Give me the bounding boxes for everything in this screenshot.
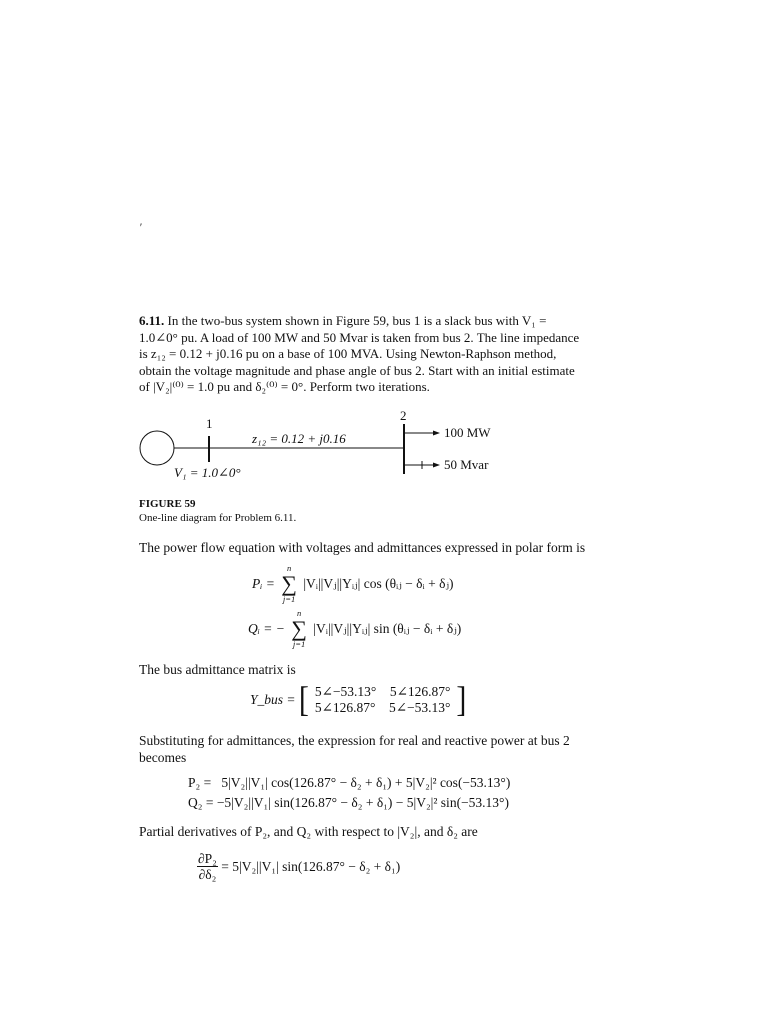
derivative-rhs: = 5|V₂||V₁| sin(126.87° − δ₂ + δ₁) <box>221 858 401 874</box>
paragraph-partial-derivatives: Partial derivatives of P₂, and Q₂ with respect to |V₂|, and δ₂ are <box>139 824 478 839</box>
equation-dp2-ddelta2 <box>197 851 400 882</box>
paragraph-admittance-matrix: The bus admittance matrix is <box>139 662 296 677</box>
equation-q2: Q₂ = −5|V₂||V₁| sin(126.87° − δ₂ + δ₁) − 5|V₂|² sin(−53.13°) <box>188 795 509 810</box>
problem-line-4: obtain the voltage magnitude and phase angle of bus 2. Start with an initial estimate <box>139 362 575 378</box>
derivative-numerator: ∂P₂ <box>198 851 217 866</box>
problem-line-1: In the two-bus system shown in Figure 59, bus 1 is a slack bus with V₁ = <box>167 313 547 328</box>
sum-upper-limit: n <box>296 608 302 618</box>
problem-line-2: 1.0∠0° pu. A load of 100 MW and 50 Mvar is taken from bus 2. The line impedance <box>139 329 580 345</box>
paragraph-polar-form: The power flow equation with voltages and admittances expressed in polar form is <box>139 540 586 555</box>
problem-line-5: of |V₂|⁽⁰⁾ = 1.0 pu and δ₂⁽⁰⁾ = 0°. Perform two iterations. <box>139 379 430 394</box>
figure-caption: One-line diagram for Problem 6.11. <box>139 512 297 524</box>
derivative-denominator: ∂δ₂ <box>198 867 217 882</box>
equation-p-lhs: Pᵢ = <box>252 575 275 591</box>
sum-lower-limit: j=1 <box>292 638 306 649</box>
problem-statement <box>139 313 601 396</box>
equation-p2: P₂ = 5|V₂||V₁| cos(126.87° − δ₂ + δ₁) + 5|V₂|² cos(−53.13°) <box>188 775 511 790</box>
equation-p <box>252 564 454 603</box>
load-p-label: 100 MW <box>444 425 491 440</box>
bus-1-label: 1 <box>206 416 213 431</box>
ybus-lhs: Y_bus = <box>250 692 296 707</box>
equation-p-sum: n ∑ j=1 <box>281 563 297 604</box>
load-q-label: 50 Mvar <box>444 457 489 472</box>
paragraph-substituting: Substituting for admittances, the expression for real and reactive power at bus 2 becomes <box>139 733 570 765</box>
equation-p-rhs: |Vᵢ||Vⱼ||Yᵢⱼ| cos (θᵢⱼ − δᵢ + δⱼ) <box>303 575 454 591</box>
equation-q-rhs: |Vᵢ||Vⱼ||Yᵢⱼ| sin (θᵢⱼ − δᵢ + δⱼ) <box>313 620 462 636</box>
equation-q-lhs: Qᵢ = − <box>248 620 285 636</box>
impedance-label: z₁₂ = 0.12 + j0.16 <box>252 431 346 446</box>
equation-ybus <box>250 679 467 720</box>
equation-q <box>248 609 461 648</box>
one-line-diagram <box>130 404 510 494</box>
load-p-arrowhead <box>433 431 440 436</box>
generator-symbol <box>140 431 174 465</box>
equation-q-sum: n ∑ j=1 <box>291 608 307 649</box>
problem-number: 6.11. <box>139 313 165 328</box>
derivative-fraction <box>197 851 218 882</box>
sum-upper-limit: n <box>286 563 292 573</box>
v1-label: V₁ = 1.0∠0° <box>174 465 241 480</box>
figure-title: FIGURE 59 <box>139 498 196 510</box>
ybus-row-2: 5∠126.87° 5∠−53.13° <box>314 700 451 715</box>
ybus-matrix: [ 5∠−53.13° 5∠126.87° 5∠126.87° 5∠−53.13° ] <box>298 679 467 720</box>
ybus-row-1: 5∠−53.13° 5∠126.87° <box>314 684 451 699</box>
stray-mark: ′ <box>139 220 142 234</box>
sum-lower-limit: j=1 <box>282 593 296 604</box>
problem-line-3: is z₁₂ = 0.12 + j0.16 pu on a base of 100 MVA. Using Newton-Raphson method, <box>139 346 557 361</box>
bus-2-label: 2 <box>400 408 407 423</box>
load-q-arrowhead <box>433 463 440 468</box>
